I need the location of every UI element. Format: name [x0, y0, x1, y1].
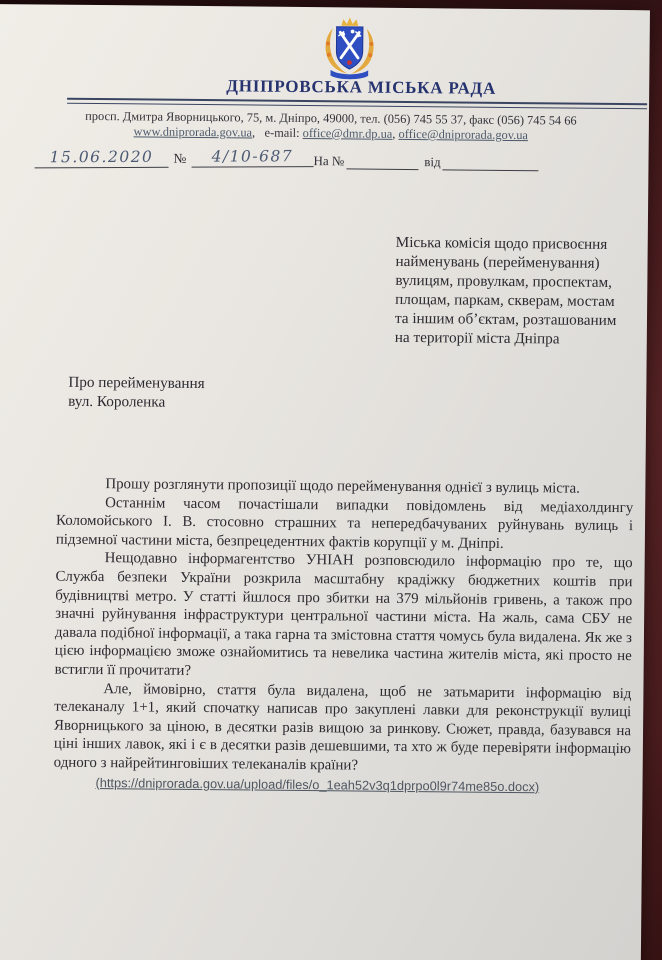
- date-blank: [34, 148, 168, 169]
- reply-number-label: На №: [313, 153, 345, 169]
- email-link-2: office@dniprorada.gov.ua: [398, 126, 529, 143]
- subject-line-1: Про перейменування: [68, 373, 205, 393]
- recipient-line: та іншим об’єктам, розташованим: [394, 309, 617, 329]
- body-paragraph-1: Прошу розглянути пропозиції щодо перейменування однієї з вулиць міста.: [105, 476, 581, 497]
- body-paragraph-2: Останнім часом почастішали випадки повідомлень від медіахолдингу Коломойського І. В. стосовно страшних та непередбачуваних руйнувань вулиць і підземної частини міста, безпрецедентних фактів корупції у м. Дніпрі.: [55, 494, 634, 552]
- reply-date-blank: [443, 155, 539, 171]
- body-paragraph-4: Але, ймовірно, стаття була видалена, щоб не затьмарити інформацію від телеканалу 1+1, який спочатку написав про закуплені лавки для реконструкції вулиці Яворницького за ціною, в десятки разів вищою за ринкову. Сюжет, правда, базувався на ціні інших лавок, які і є в десятки разів дешевшими, та хто ж буде перевіряти інформацію одного з найрейтинговіших телеканалів країни?: [53, 680, 632, 774]
- reply-number-blank: [346, 154, 418, 170]
- email-label: e-mail:: [264, 125, 300, 140]
- recipient-line: вулицям, провулкам, проспектам,: [395, 271, 613, 291]
- subject-line-2: вул. Короленка: [68, 392, 166, 411]
- org-name-title: ДНІПРОВСЬКА МІСЬКА РАДА: [226, 76, 497, 98]
- document-page: [0, 4, 650, 960]
- website-link: www.dniprorada.gov.ua: [133, 124, 253, 140]
- document-url-link: (https://dniprorada.gov.ua/upload/files/o_1eah52v3q1dprpo0l9r74me85o.docx): [95, 774, 540, 794]
- outgoing-reference-group: [34, 147, 313, 168]
- letter-body: [53, 475, 633, 798]
- separator: ,: [252, 125, 256, 140]
- city-coat-of-arms-icon: [317, 15, 382, 82]
- recipient-line: на території міста Дніпра: [394, 328, 560, 347]
- body-paragraph-3: Нещодавно інформагентство УНІАН розповсюдило інформацію про те, що Служба безпеки України розкрила масштабну крадіжку бюджетних коштів при будівництві метро. У статті йшлося про збитки на 379 мільйонів гривень, а також про значні руйнування інфраструктури центральної частини міста. На жаль, сама СБУ не давала подібної інформації, а така гарна та змістовна стаття чомусь була видалена. Як же з цією інформацією зможе ознайомитись та невелика частина жителів міста, які просто не встигли її прочитати?: [54, 550, 633, 679]
- handwritten-number: 4/10-687: [211, 147, 294, 166]
- number-symbol: №: [173, 150, 187, 166]
- handwritten-date: 15.06.2020: [49, 147, 154, 167]
- separator: ,: [392, 126, 396, 141]
- recipient-line: площам, паркам, скверам, мостам: [395, 290, 615, 310]
- org-contact-block: [31, 108, 631, 144]
- number-blank: [191, 147, 313, 168]
- reply-reference-group: [313, 153, 538, 171]
- org-address-line: просп. Дмитра Яворницького, 75, м. Дніпро, 49000, тел. (056) 745 55 37, факс (056) 745 54 66: [85, 108, 577, 128]
- recipient-line: найменувань (перейменування): [395, 252, 600, 272]
- subject-block: [68, 373, 205, 412]
- reply-date-label: від: [424, 154, 441, 170]
- document-url-line: [95, 774, 630, 798]
- recipient-line: Міська комісія щодо присвоєння: [395, 233, 608, 253]
- email-link-1: office@dmr.dp.ua: [302, 125, 393, 141]
- recipient-block: [395, 234, 648, 350]
